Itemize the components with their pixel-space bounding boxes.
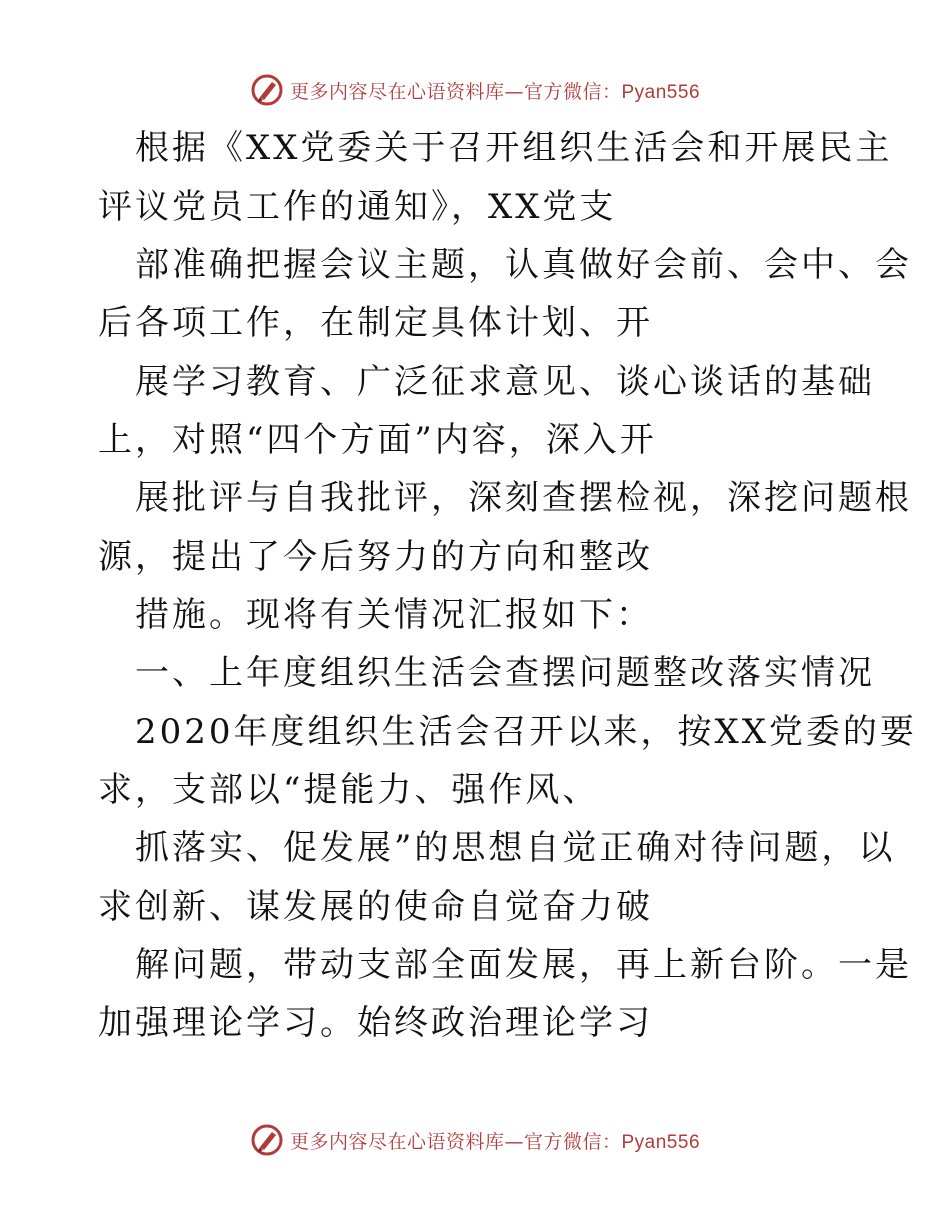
body-line: 源，提出了今后努力的方向和整改 xyxy=(98,537,653,577)
body-line: 加强理论学习。始终政治理论学习 xyxy=(98,1003,653,1043)
body-line: 措施。现将有关情况汇报如下： xyxy=(135,595,653,635)
footer-banner-text: 更多内容尽在心语资料库—官方微信：Pyan556 xyxy=(289,1130,701,1153)
body-line: 展学习教育、广泛征求意见、谈心谈话的基础 xyxy=(135,362,875,402)
body-line: 抓落实、促发展”的思想自觉正确对待问题，以 xyxy=(135,828,896,868)
body-line: 求，支部以“提能力、强作风、 xyxy=(98,770,600,810)
body-line: 后各项工作，在制定具体计划、开 xyxy=(98,303,653,343)
body-line: 求创新、谋发展的使命自觉奋力破 xyxy=(98,887,653,927)
body-line: 2020年度组织生活会召开以来，按XX党委的要 xyxy=(135,712,917,752)
body-line: 部准确把握会议主题，认真做好会前、会中、会 xyxy=(135,245,912,285)
body-line: 解问题，带动支部全面发展，再上新台阶。一是 xyxy=(135,945,912,985)
body-line: 上，对照“四个方面”内容，深入开 xyxy=(98,420,657,460)
header-banner-text: 更多内容尽在心语资料库—官方微信：Pyan556 xyxy=(289,80,701,103)
body-line: 展批评与自我批评，深刻查摆检视，深挖问题根 xyxy=(135,478,912,518)
body-line: 根据《XX党委关于召开组织生活会和开展民主 xyxy=(135,128,893,168)
footer-banner xyxy=(0,1120,950,1160)
section-heading: 一、上年度组织生活会查摆问题整改落实情况 xyxy=(135,653,875,693)
body-line: 评议党员工作的通知》，XX党支 xyxy=(98,187,617,227)
pen-logo-icon xyxy=(250,1123,284,1157)
